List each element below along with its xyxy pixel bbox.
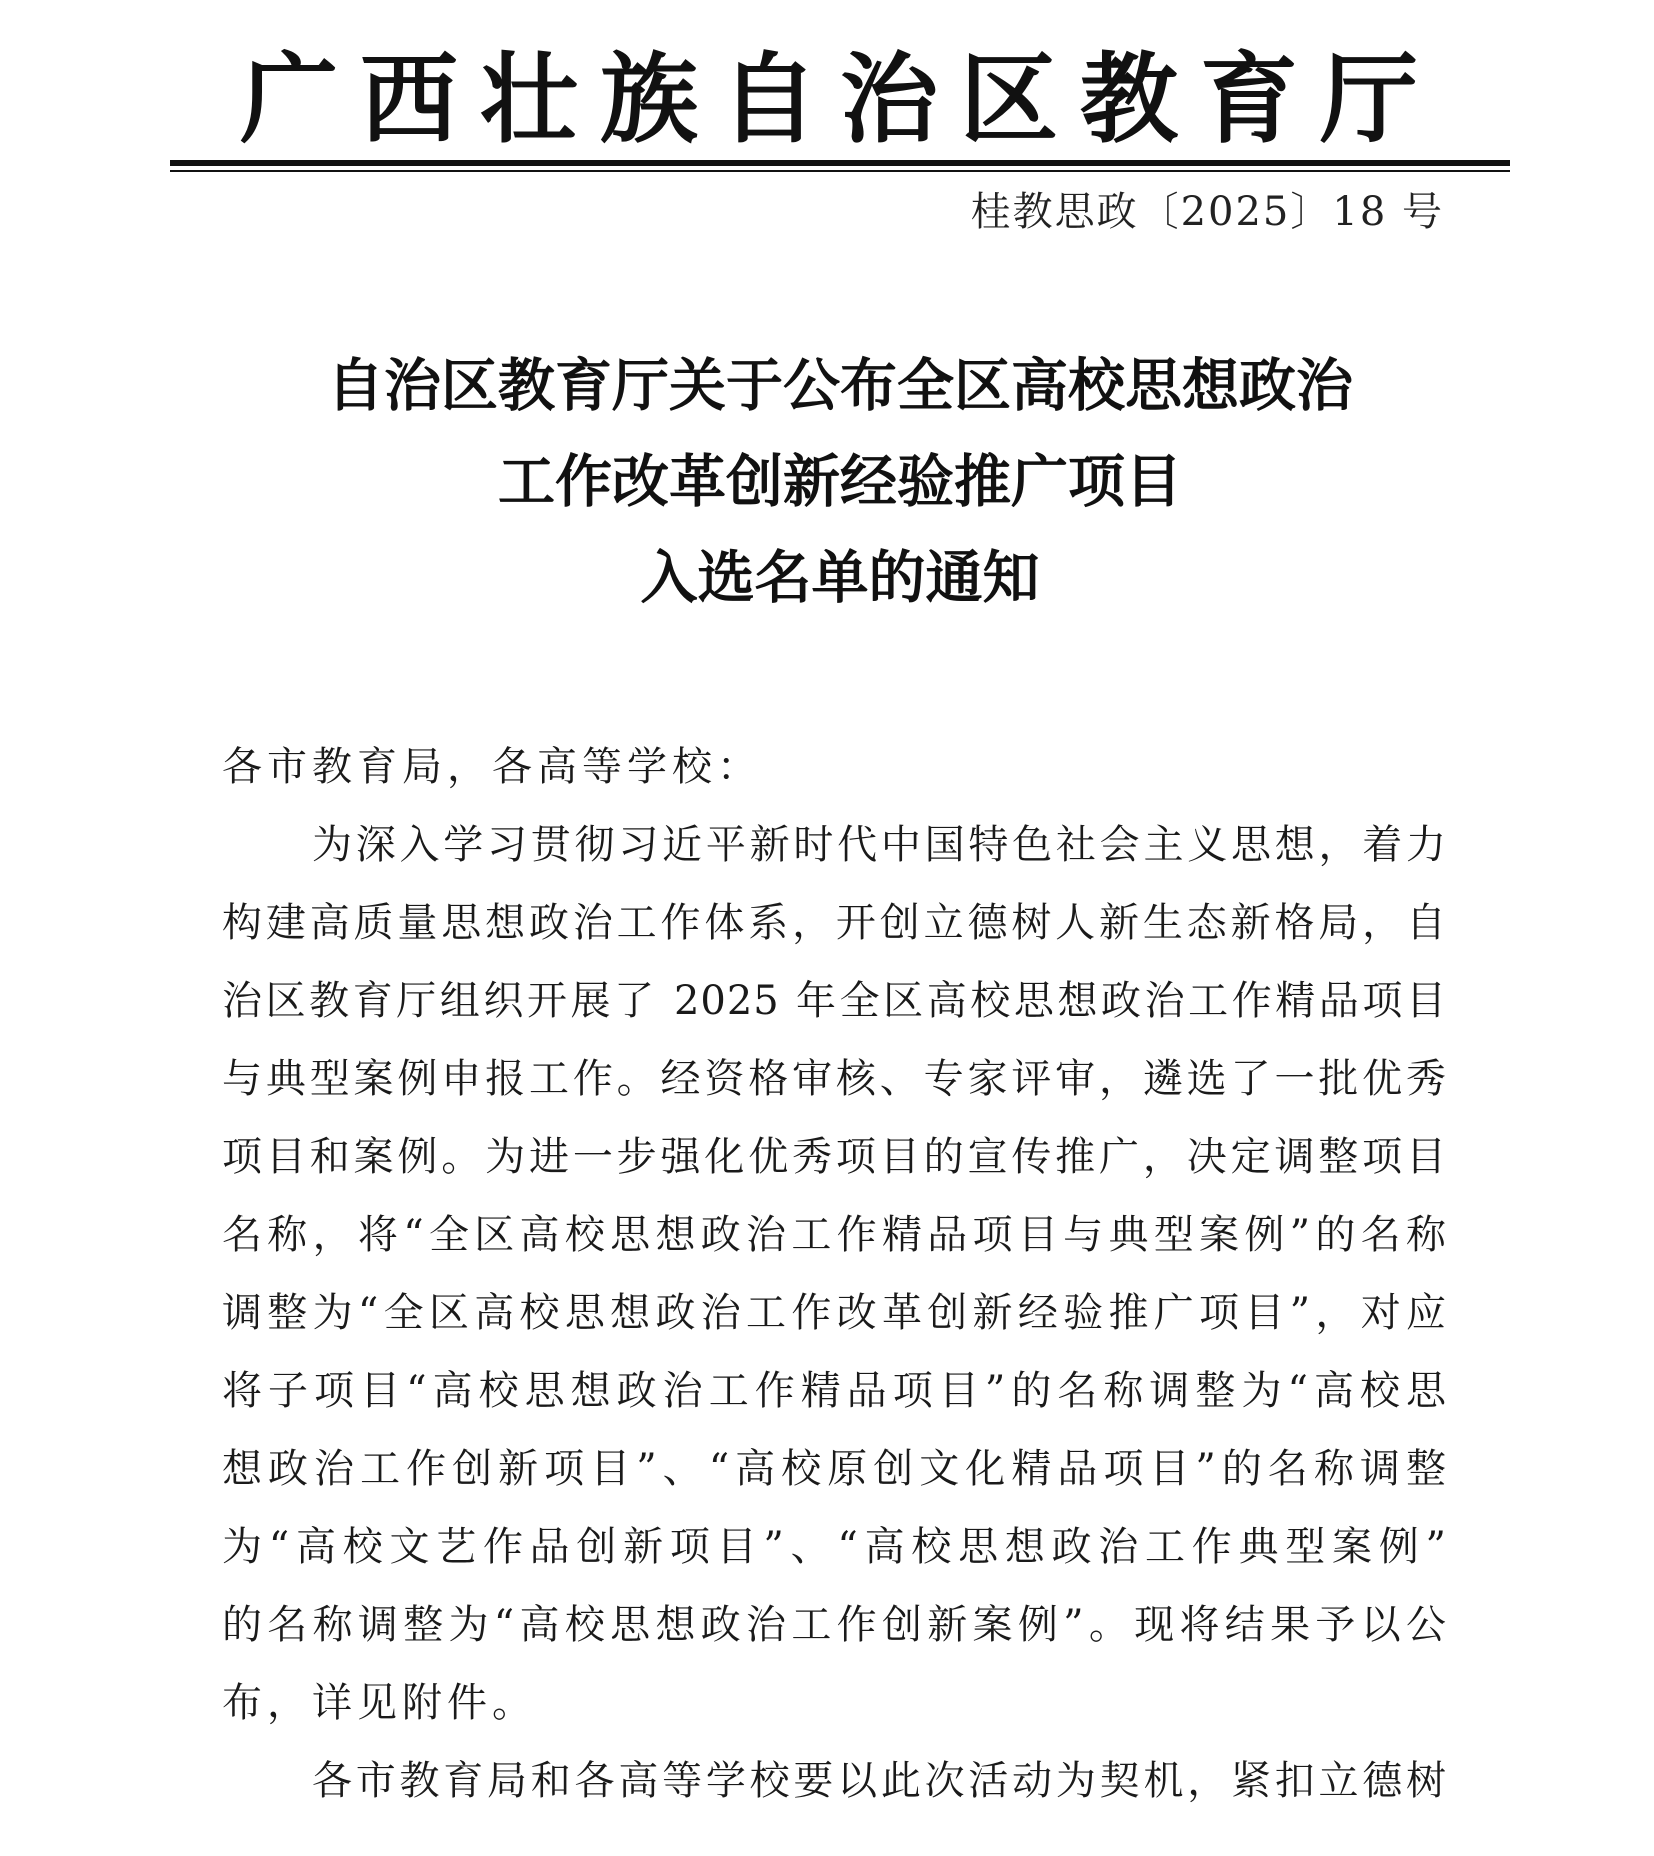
- paragraph-line: 为深入学习贯彻习近平新时代中国特色社会主义思想，着力: [312, 822, 1447, 868]
- paragraph-line: 项目和案例。为进一步强化优秀项目的宣传推广，决定调整项目: [222, 1134, 1447, 1180]
- paragraph-line: 想政治工作创新项目”、“高校原创文化精品项目”的名称调整: [222, 1446, 1447, 1492]
- document-number: 桂教思政〔2025〕18 号: [970, 189, 1444, 235]
- document-title: [170, 338, 1510, 626]
- paragraph-line: 名称，将“全区高校思想政治工作精品项目与典型案例”的名称: [222, 1212, 1447, 1258]
- paragraph-line: 各市教育局和各高等学校要以此次活动为契机，紧扣立德树: [312, 1758, 1447, 1804]
- title-line: 自治区教育厅关于公布全区高校思想政治: [327, 353, 1353, 419]
- paragraph-line: 调整为“全区高校思想政治工作改革创新经验推广项目”，对应: [222, 1290, 1447, 1336]
- paragraph-line: 为“高校文艺作品创新项目”、“高校思想政治工作典型案例”: [222, 1524, 1447, 1570]
- paragraph-line: 构建高质量思想政治工作体系，开创立德树人新生态新格局，自: [222, 900, 1447, 946]
- masthead-rule-thick: [170, 160, 1510, 166]
- paragraph-line: 将子项目“高校思想政治工作精品项目”的名称调整为“高校思: [222, 1368, 1447, 1414]
- agency-masthead: 广西壮族自治区教育厅: [239, 42, 1440, 157]
- paragraph-line: 治区教育厅组织开展了 2025 年全区高校思想政治工作精品项目: [222, 978, 1447, 1024]
- paragraph-line: 与典型案例申报工作。经资格审核、专家评审，遴选了一批优秀: [222, 1056, 1447, 1102]
- paragraph-line: 的名称调整为“高校思想政治工作创新案例”。现将结果予以公: [222, 1602, 1447, 1648]
- masthead-rule-thin: [170, 170, 1510, 172]
- paragraph-line: 布，详见附件。: [222, 1680, 537, 1726]
- title-line: 工作改革创新经验推广项目: [498, 449, 1182, 515]
- title-line: 入选名单的通知: [640, 545, 1040, 611]
- document-body: [222, 728, 1447, 1820]
- salutation: 各市教育局，各高等学校：: [222, 744, 762, 790]
